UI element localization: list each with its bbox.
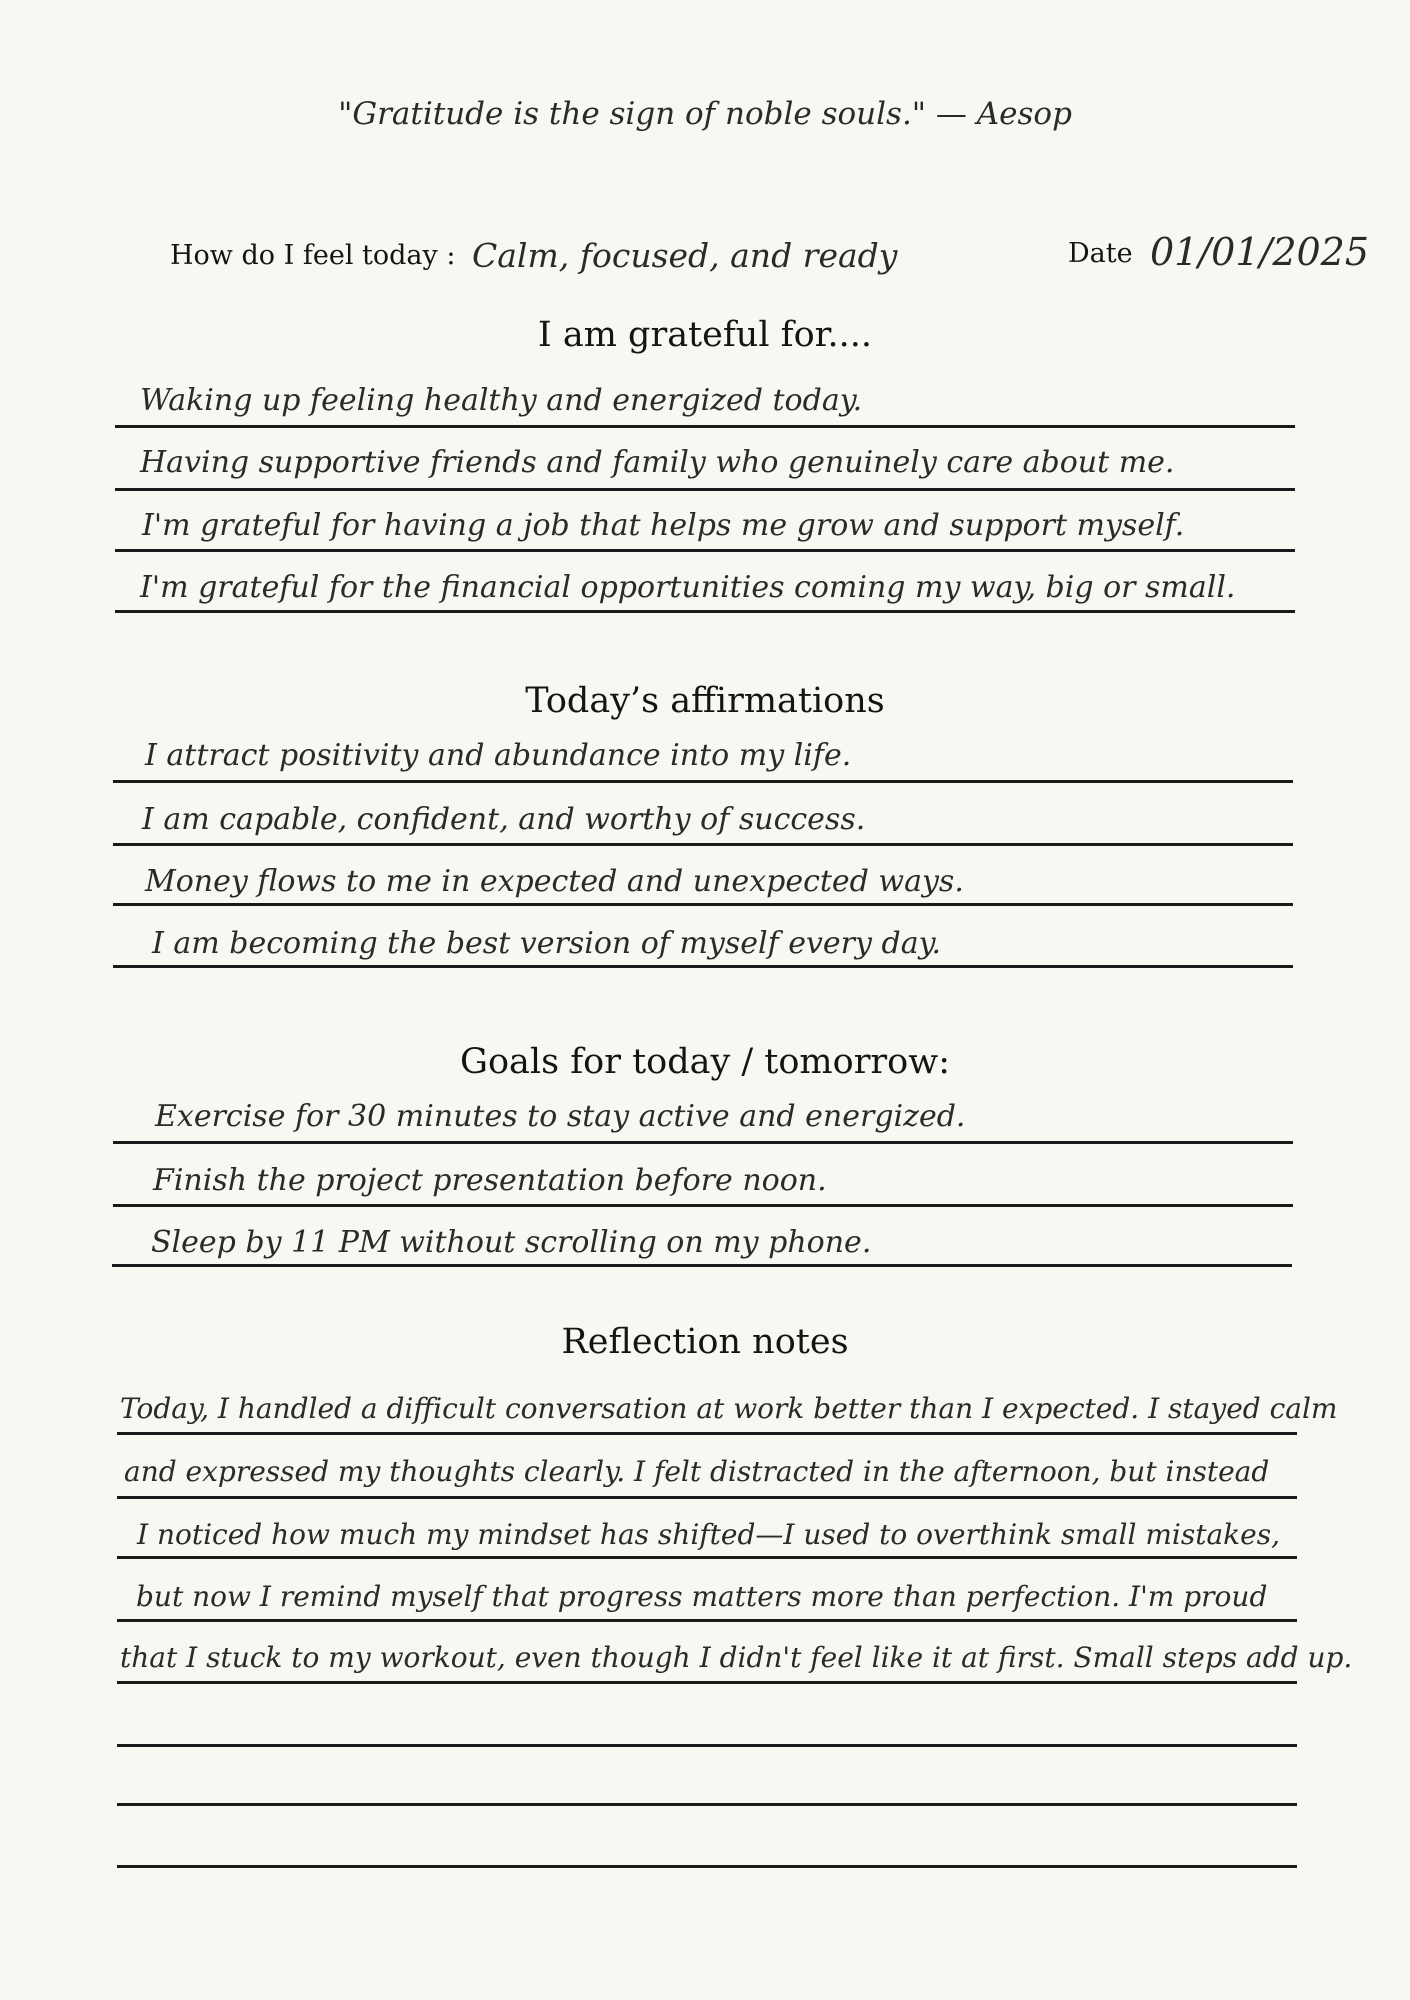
- goal-item: Finish the project presentation before noon.: [153, 1163, 827, 1198]
- date-value: 01/01/2025: [1150, 230, 1370, 274]
- affirmation-item: I am capable, confident, and worthy of success.: [142, 802, 866, 837]
- line-rule: [115, 549, 1295, 552]
- affirmations-heading: Today’s affirmations: [525, 681, 885, 721]
- affirmation-item: I attract positivity and abundance into my life.: [145, 738, 852, 773]
- line-rule: [113, 843, 1293, 846]
- reflection-line: Today, I handled a difficult conversation at work better than I expected. I stayed calm: [120, 1392, 1338, 1425]
- grateful-item: I'm grateful for the financial opportunities coming my way, big or small.: [140, 570, 1236, 605]
- quote: "Gratitude is the sign of noble souls." — Aesop: [338, 96, 1072, 132]
- reflection-line: and expressed my thoughts clearly. I felt distracted in the afternoon, but instead: [124, 1455, 1270, 1488]
- line-rule: [117, 1496, 1297, 1499]
- line-rule: [117, 1619, 1297, 1622]
- blank-line-rule: [117, 1803, 1297, 1806]
- date-label: Date: [1068, 238, 1133, 269]
- reflection-line: that I stuck to my workout, even though I didn't feel like it at first. Small steps add up.: [120, 1641, 1353, 1674]
- line-rule: [113, 965, 1293, 968]
- reflection-line: I noticed how much my mindset has shifted—I used to overthink small mistakes,: [137, 1518, 1280, 1551]
- goal-item: Sleep by 11 PM without scrolling on my phone.: [151, 1225, 872, 1260]
- blank-line-rule: [117, 1744, 1297, 1747]
- line-rule: [112, 1264, 1292, 1267]
- grateful-item: I'm grateful for having a job that helps me grow and support myself.: [142, 508, 1185, 543]
- feel-value: Calm, focused, and ready: [472, 236, 898, 275]
- line-rule: [113, 903, 1293, 906]
- affirmation-item: I am becoming the best version of myself every day.: [152, 926, 942, 961]
- goal-item: Exercise for 30 minutes to stay active and energized.: [155, 1099, 966, 1134]
- grateful-heading: I am grateful for....: [537, 315, 873, 355]
- grateful-item: Waking up feeling healthy and energized today.: [140, 383, 863, 418]
- line-rule: [117, 1556, 1297, 1559]
- line-rule: [113, 1204, 1293, 1207]
- line-rule: [113, 780, 1293, 783]
- grateful-item: Having supportive friends and family who genuinely care about me.: [140, 445, 1175, 480]
- line-rule: [115, 610, 1295, 613]
- line-rule: [113, 1141, 1293, 1144]
- goals-heading: Goals for today / tomorrow:: [460, 1042, 950, 1082]
- reflection-heading: Reflection notes: [561, 1322, 849, 1362]
- reflection-line: but now I remind myself that progress matters more than perfection. I'm proud: [136, 1580, 1268, 1613]
- line-rule: [115, 488, 1295, 491]
- affirmation-item: Money flows to me in expected and unexpected ways.: [145, 864, 964, 899]
- feel-label: How do I feel today :: [170, 240, 456, 271]
- line-rule: [115, 425, 1295, 428]
- line-rule: [117, 1681, 1297, 1684]
- blank-line-rule: [117, 1865, 1297, 1868]
- line-rule: [117, 1432, 1297, 1435]
